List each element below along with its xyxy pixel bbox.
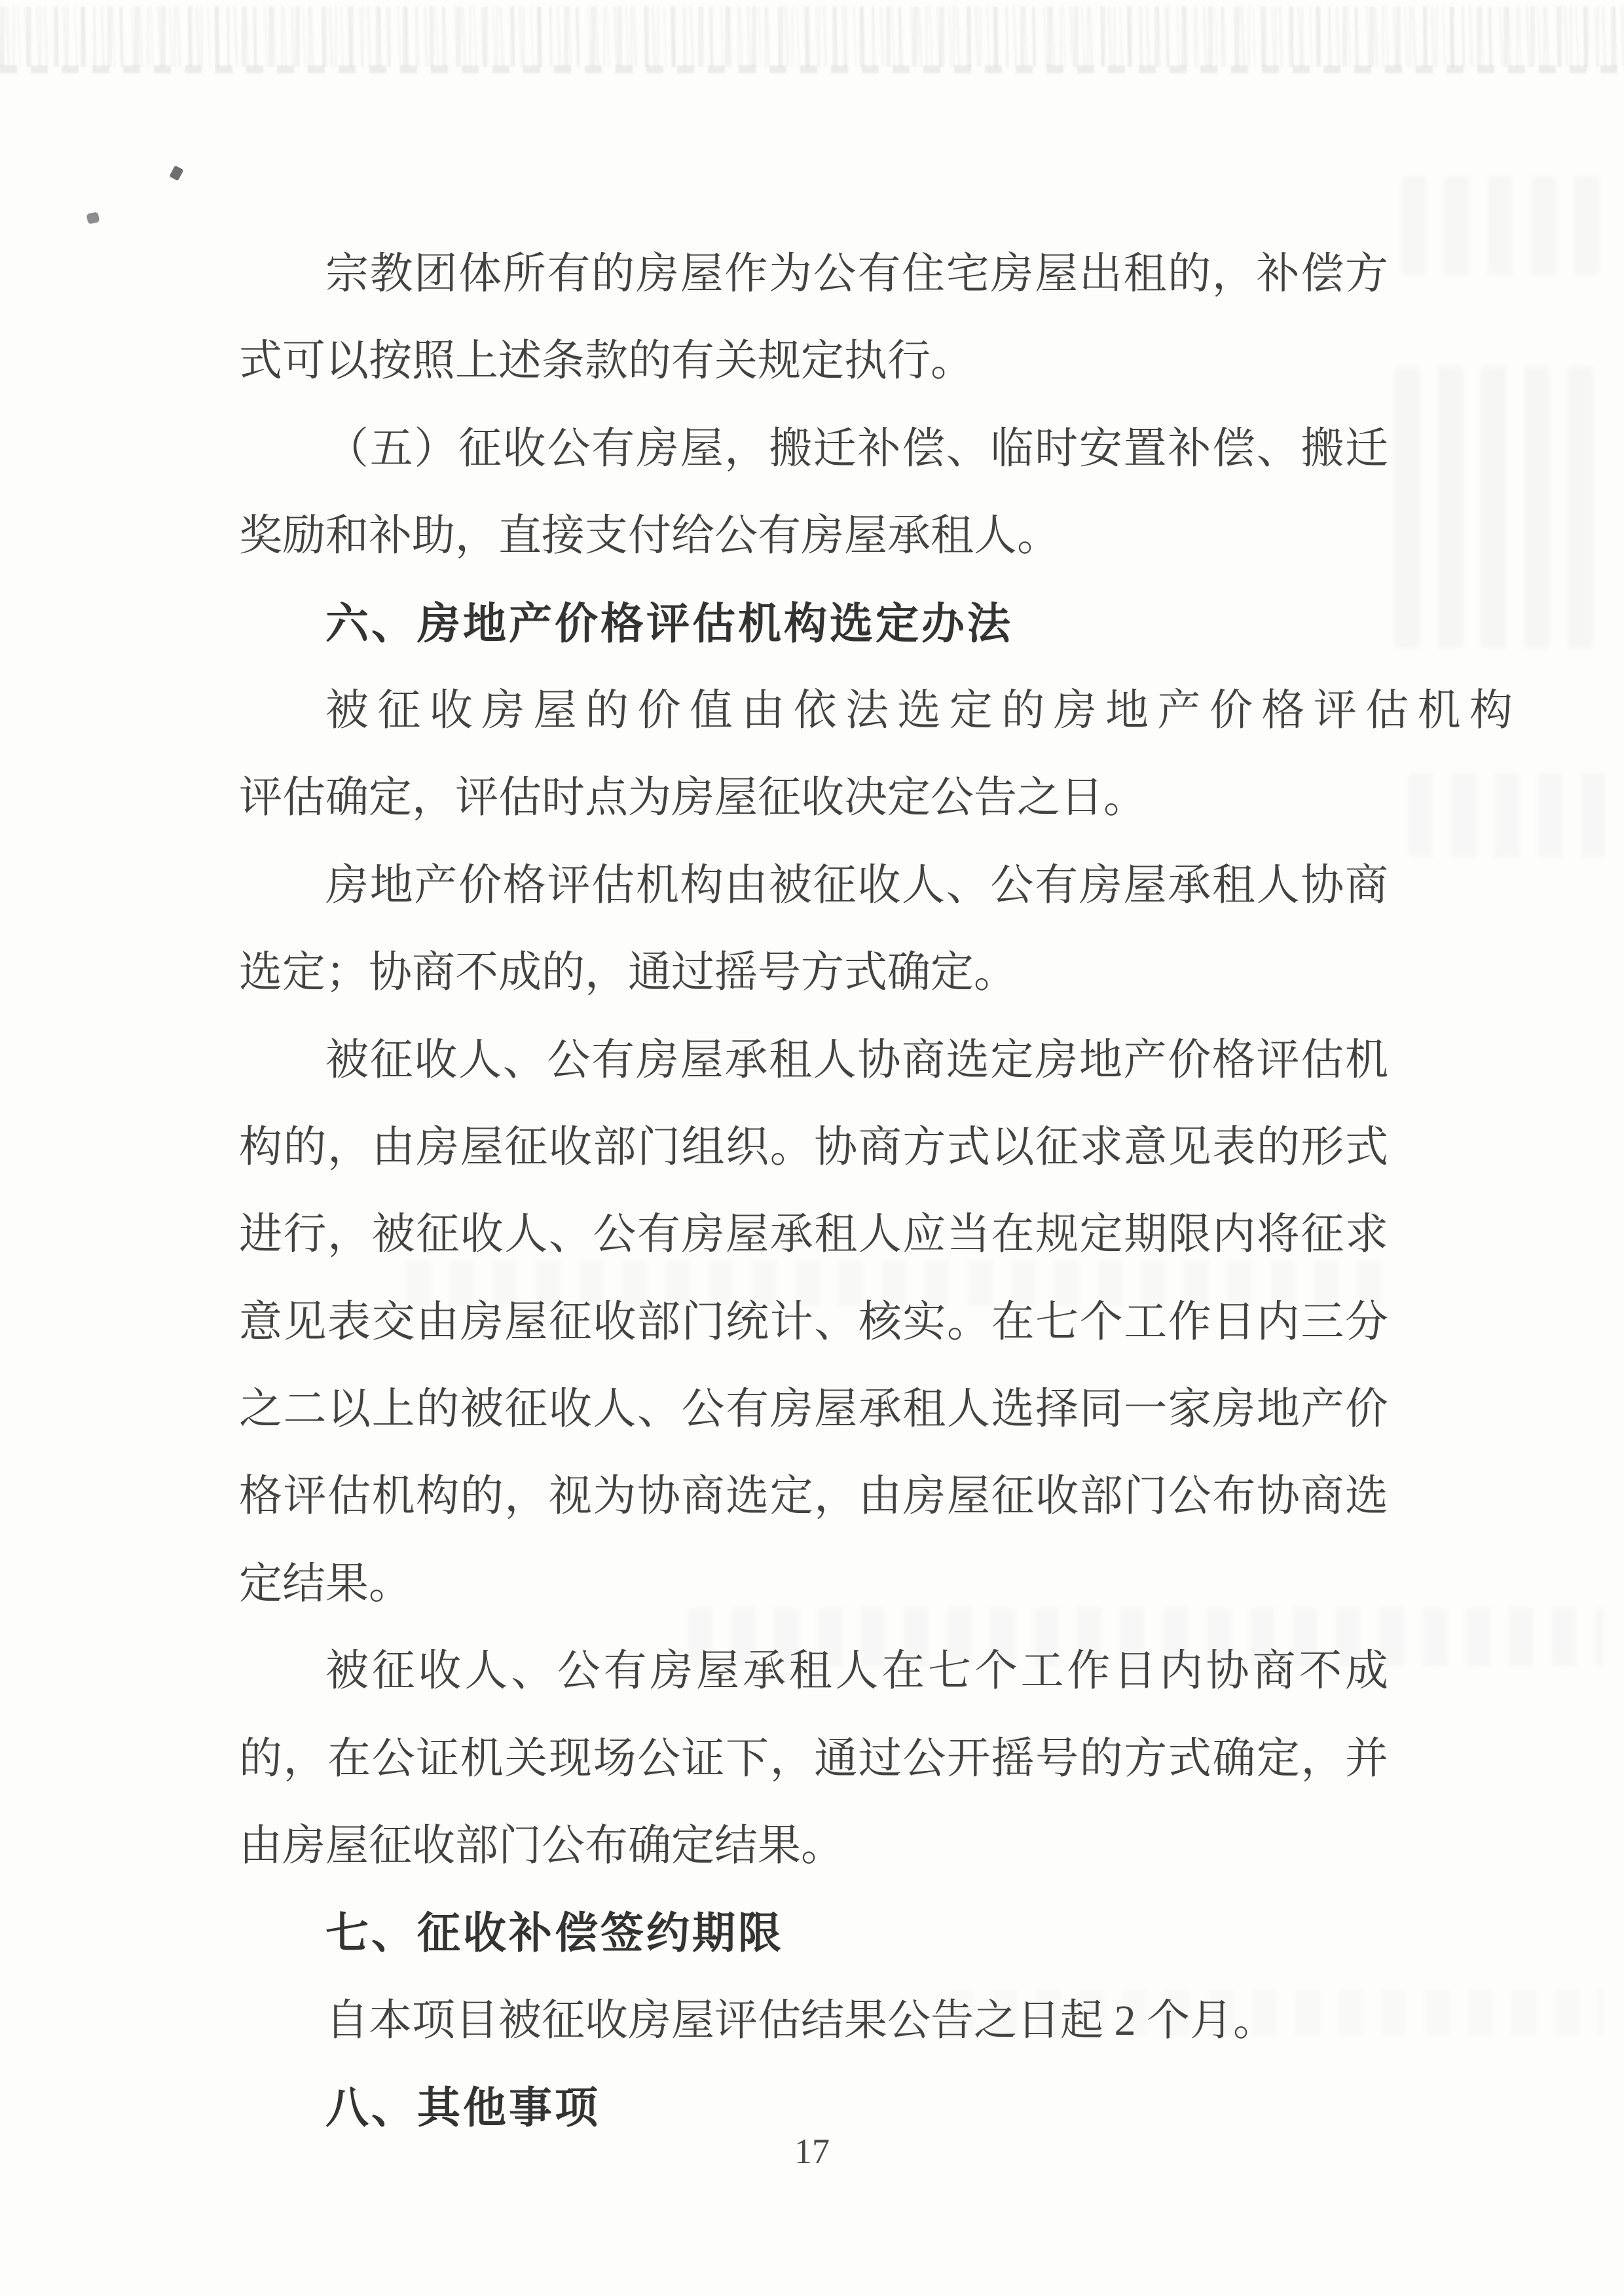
bleed-through-artifact [1395, 367, 1611, 648]
text-line: 之二以上的被征收人、公有房屋承租人选择同一家房地产价 [239, 1385, 1388, 1434]
text-line: 选定；协商不成的，通过摇号方式确定。 [239, 949, 1017, 997]
text-line: 被征收房屋的价值由依法选定的房地产价格评估机构 [325, 686, 1513, 735]
text-line: 奖励和补助，直接支付给公有房屋承租人。 [239, 512, 1060, 560]
section-heading: 七、征收补偿签约期限 [325, 1908, 784, 1958]
text-line: 评估确定，评估时点为房屋征收决定公告之日。 [239, 774, 1147, 822]
text-line: 意见表交由房屋征收部门统计、核实。在七个工作日内三分 [239, 1298, 1388, 1346]
scan-noise-band [0, 7, 1624, 67]
text-line: 式可以按照上述条款的有关规定执行。 [239, 337, 974, 386]
text-line: 格评估机构的，视为协商选定，由房屋征收部门公布协商选 [239, 1472, 1388, 1521]
text-line: 进行，被征收人、公有房屋承租人应当在规定期限内将征求 [239, 1211, 1388, 1259]
scan-noise-edge [0, 65, 1624, 73]
bleed-through-artifact [1401, 177, 1611, 275]
document-lines [239, 230, 1513, 2152]
ink-speck [86, 211, 100, 224]
text-line: 由房屋征收部门公布确定结果。 [239, 1822, 844, 1870]
text-line: （五）征收公有房屋，搬迁补偿、临时安置补偿、搬迁 [325, 424, 1388, 473]
text-line: 自本项目被征收房屋评估结果公告之日起 2 个月。 [325, 1996, 1276, 2045]
text-line: 宗教团体所有的房屋作为公有住宅房屋出租的，补偿方 [325, 250, 1388, 298]
text-line: 的，在公证机关现场公证下，通过公开摇号的方式确定，并 [239, 1734, 1388, 1783]
ink-speck [169, 166, 183, 181]
section-heading: 八、其他事项 [325, 2083, 600, 2132]
bleed-through-artifact [1408, 773, 1611, 858]
page-number: 17 [794, 2132, 830, 2171]
text-line: 构的，由房屋征收部门组织。协商方式以征求意见表的形式 [239, 1123, 1388, 1171]
text-line: 定结果。 [239, 1559, 412, 1608]
text-line: 房地产价格评估机构由被征收人、公有房屋承租人协商 [325, 861, 1388, 909]
text-line: 被征收人、公有房屋承租人在七个工作日内协商不成 [325, 1647, 1388, 1696]
text-line: 被征收人、公有房屋承租人协商选定房地产价格评估机 [325, 1036, 1388, 1084]
section-heading: 六、房地产价格评估机构选定办法 [325, 598, 1013, 647]
